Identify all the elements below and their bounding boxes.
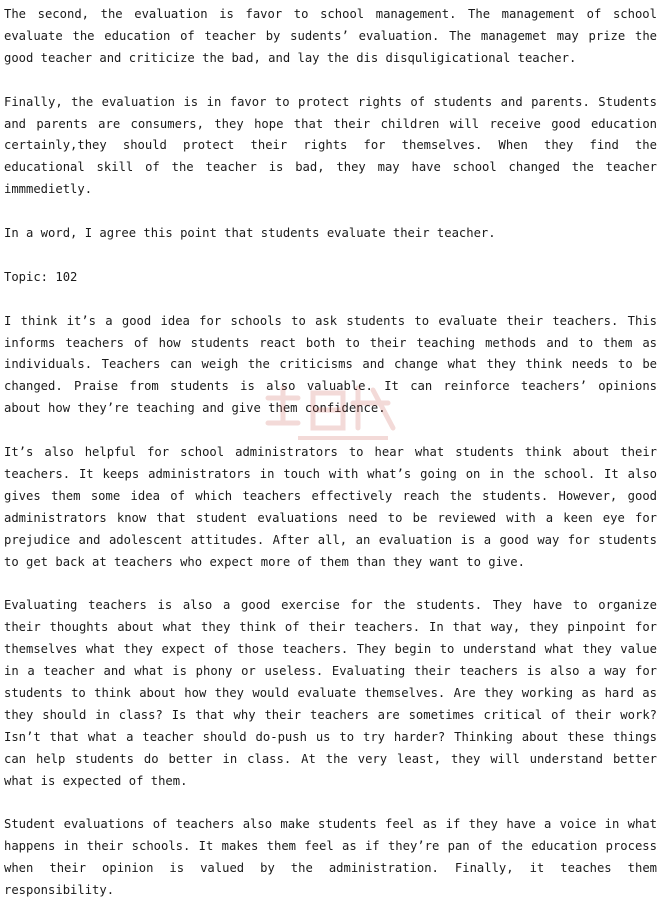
paragraph-rights: Finally, the evaluation is in favor to protect rights of students and parents. Students and parents are consumers, they hope that their children will receive good education certainly,they should protect their rights for themselves. When they find the educational skill of the teacher is bad, they may have school changed the teacher immmedietly. <box>4 94 657 197</box>
document-body <box>4 4 657 902</box>
paragraph-intro: I think it’s a good idea for schools to ask students to evaluate their teachers. This informs teachers of how students react both to their teaching methods and to them as individuals. Teachers can weigh the criticisms and change what they think needs to be changed. Praise from students is also valuable. It can reinforce teachers’ opinions about how they’re teaching and give them confidence. <box>4 313 657 416</box>
topic-heading: Topic: 102 <box>4 269 78 284</box>
paragraph-exercise: Evaluating teachers is also a good exercise for the students. They have to organize their thoughts about what they think of their teachers. In that way, they pinpoint for themselves what they expect of those teachers. They begin to understand what they value in a teacher and what is phony or useless. Evaluating their teachers is also a way for students to think about how they would evaluate themselves. Are they working as hard as they should in class? Is that why their teachers are sometimes critical of their work? Isn’t that what a teacher should do-push us to try harder? Thinking about these things can help students do better in class. At the very least, they will understand better what is expected of them. <box>4 598 657 788</box>
paragraph-voice: Student evaluations of teachers also make students feel as if they have a voice in what happens in their schools. It makes them feel as if they’re pan of the education process when their opinion is valued by the administration. Finally, it teaches them responsibility. <box>4 817 657 898</box>
paragraph-conclusion: In a word, I agree this point that students evaluate their teacher. <box>4 226 496 241</box>
paragraph-school-management: The second, the evaluation is favor to school management. The management of school evaluate the education of teacher by sudents’ evaluation. The managemet may prize the good teacher and criticize the bad, and lay the dis disquligicational teacher. <box>4 7 657 65</box>
paragraph-administrators: It’s also helpful for school administrators to hear what students think about their teachers. It keeps administrators in touch with what’s going on in the school. It also gives them some idea of which teachers effectively reach the students. However, good administrators know that student evaluations need to be reviewed with a keen eye for prejudice and adolescent attitudes. After all, an evaluation is a good way for students to get back at teachers who expect more of them than they want to give. <box>4 445 657 569</box>
